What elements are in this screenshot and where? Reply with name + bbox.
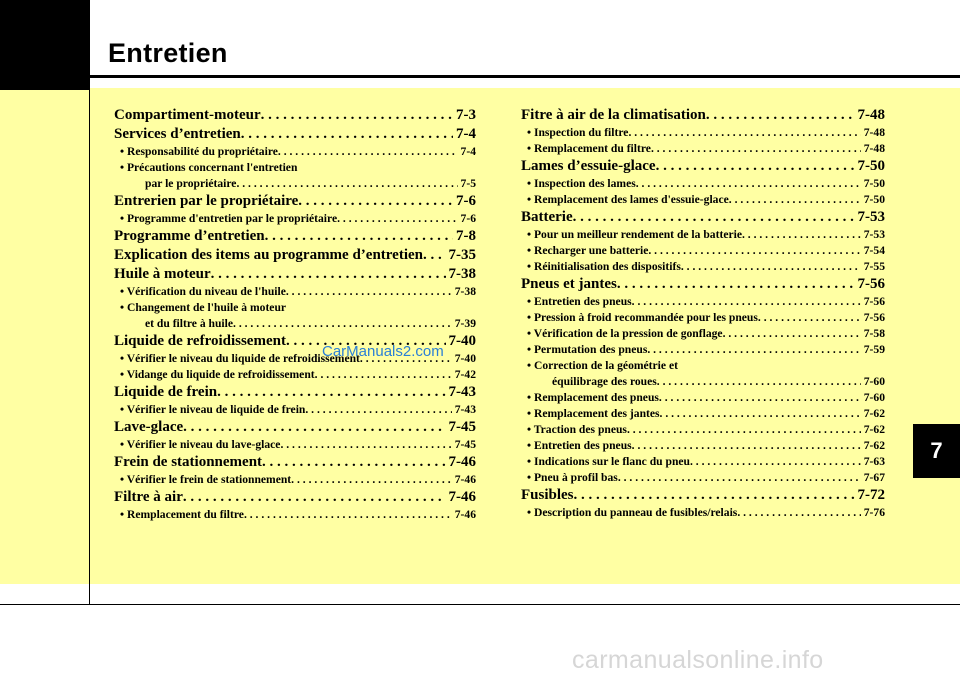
toc-dot-leader [315, 367, 452, 383]
toc-subsection-continuation[interactable] [114, 316, 476, 332]
toc-page-number: 7-46 [454, 508, 476, 521]
toc-dot-leader [690, 454, 861, 470]
toc-entry-label: Batterie [521, 209, 573, 225]
toc-entry-label: Filtre à air [114, 489, 183, 505]
toc-page-number: 7-43 [448, 384, 476, 400]
left-margin-rule [89, 0, 90, 604]
toc-page-number: 7-46 [448, 454, 476, 470]
toc-entry-label: • Indications sur le flanc du pneu [527, 455, 690, 468]
toc-entry-label: • Description du panneau de fusibles/relais [527, 506, 738, 519]
toc-entry-label: Services d’entretien [114, 126, 241, 142]
toc-page-number: 7-45 [454, 438, 476, 451]
toc-subsection-entry[interactable] [114, 300, 476, 316]
toc-section-entry[interactable] [114, 106, 476, 125]
toc-entry-label: par le propriétaire [145, 177, 237, 190]
toc-page-number: 7-72 [857, 487, 885, 503]
toc-subsection-entry[interactable] [114, 284, 476, 300]
toc-entry-label: • Pneu à profil bas [527, 471, 618, 484]
toc-dot-leader [636, 176, 861, 192]
toc-page-number: 7-62 [863, 407, 885, 420]
toc-entry-label: • Correction de la géométrie et [527, 359, 678, 372]
page-title: Entretien [108, 38, 228, 68]
toc-entry-label: • Inspection des lames [527, 177, 636, 190]
toc-page-number: 7-35 [448, 247, 476, 263]
toc-entry-label: • Permutation des pneus [527, 343, 648, 356]
toc-entry-label: • Précautions concernant l'entretien [120, 161, 298, 174]
toc-entry-label: • Remplacement des pneus [527, 391, 659, 404]
toc-entry-label: • Entretien des pneus [527, 295, 632, 308]
toc-entry-label: • Vérifier le frein de stationnement [120, 473, 292, 486]
toc-subsection-entry[interactable] [521, 125, 885, 141]
toc-entry-label: Lames d’essuie-glace [521, 158, 656, 174]
toc-dot-leader [758, 310, 861, 326]
toc-subsection-entry[interactable] [521, 243, 885, 259]
toc-dot-leader [737, 505, 860, 521]
toc-dot-leader [280, 437, 451, 453]
toc-page-number: 7-55 [863, 260, 885, 273]
toc-entry-label: • Changement de l'huile à moteur [120, 301, 287, 314]
toc-entry-label: Entrerien par le propriétaire [114, 193, 299, 209]
toc-entry-label: • Remplacement du filtre [120, 508, 244, 521]
toc-page-number: 7-45 [448, 419, 476, 435]
toc-section-entry[interactable] [114, 383, 476, 402]
toc-page-number: 7-53 [863, 228, 885, 241]
toc-page-number: 7-62 [863, 439, 885, 452]
toc-column-right [521, 106, 885, 521]
toc-subsection-entry[interactable] [521, 438, 885, 454]
toc-section-entry[interactable] [521, 106, 885, 125]
toc-page-number: 7-42 [454, 368, 476, 381]
toc-subsection-entry[interactable] [521, 326, 885, 342]
toc-dot-leader [706, 106, 855, 125]
toc-dot-leader [659, 390, 861, 406]
toc-page-number: 7-5 [460, 177, 476, 190]
toc-subsection-entry[interactable] [114, 472, 476, 488]
toc-subsection-entry[interactable] [521, 141, 885, 157]
toc-entry-label: Frein de stationnement [114, 454, 263, 470]
toc-page-number: 7-48 [863, 142, 885, 155]
toc-section-entry[interactable] [114, 227, 476, 246]
toc-entry-label: Explication des items au programme d’entretien [114, 247, 424, 263]
toc-dot-leader [656, 157, 855, 176]
toc-dot-leader [286, 284, 452, 300]
toc-entry-label: Compartiment-moteur [114, 107, 261, 123]
toc-page-number: 7-48 [863, 126, 885, 139]
toc-subsection-entry[interactable] [114, 507, 476, 523]
toc-dot-leader [647, 342, 860, 358]
toc-page-number: 7-40 [454, 352, 476, 365]
toc-dot-leader [298, 192, 453, 211]
toc-page-number: 7-43 [454, 403, 476, 416]
toc-section-entry[interactable] [114, 192, 476, 211]
toc-subsection-entry[interactable] [521, 422, 885, 438]
toc-entry-label: • Remplacement des jantes [527, 407, 660, 420]
toc-subsection-entry[interactable] [521, 470, 885, 486]
toc-subsection-entry[interactable] [521, 227, 885, 243]
toc-page-number: 7-39 [454, 317, 476, 330]
toc-page-number: 7-76 [863, 506, 885, 519]
toc-section-entry[interactable] [114, 488, 476, 507]
toc-dot-leader [183, 418, 445, 437]
toc-dot-leader [681, 259, 861, 275]
toc-dot-leader [278, 144, 458, 160]
chapter-tab[interactable]: 7 [913, 424, 960, 478]
toc-dot-leader [742, 227, 861, 243]
toc-page-number: 7-46 [448, 489, 476, 505]
toc-entry-label: Programme d’entretien [114, 228, 265, 244]
toc-entry-label: Liquide de frein [114, 384, 218, 400]
toc-dot-leader [244, 507, 452, 523]
toc-dot-leader [632, 294, 861, 310]
toc-dot-leader [618, 470, 861, 486]
toc-page-number: 7-60 [863, 391, 885, 404]
toc-page-number: 7-3 [456, 107, 476, 123]
toc-page-number: 7-62 [863, 423, 885, 436]
toc-entry-label: • Recharger une batterie [527, 244, 649, 257]
toc-dot-leader [305, 402, 451, 418]
toc-page-number: 7-6 [456, 193, 476, 209]
toc-section-entry[interactable] [114, 418, 476, 437]
toc-entry-label: Liquide de refroidissement [114, 333, 286, 349]
toc-page-number: 7-56 [863, 295, 885, 308]
toc-page-number: 7-56 [863, 311, 885, 324]
toc-column-left [114, 106, 476, 523]
toc-subsection-entry[interactable] [521, 192, 885, 208]
toc-page-number: 7-4 [456, 126, 476, 142]
toc-page-number: 7-60 [863, 375, 885, 388]
watermark-carmanualsonline: carmanualsonline.info [572, 646, 824, 674]
toc-section-entry[interactable] [114, 265, 476, 284]
toc-entry-label: • Vérifier le niveau du lave-glace [120, 438, 281, 451]
toc-dot-leader [265, 227, 453, 246]
toc-dot-leader [291, 472, 452, 488]
toc-entry-label: • Pression à froid recommandée pour les pneus [527, 311, 758, 324]
toc-dot-leader [423, 246, 445, 265]
toc-entry-label: • Entretien des pneus [527, 439, 632, 452]
toc-subsection-entry[interactable] [114, 211, 476, 227]
corner-black-block [0, 0, 89, 90]
toc-dot-leader [183, 488, 446, 507]
toc-entry-label: Lave-glace [114, 419, 184, 435]
toc-dot-leader [657, 374, 861, 390]
toc-section-entry[interactable] [114, 125, 476, 144]
toc-entry-label: • Responsabilité du propriétaire [120, 145, 278, 158]
toc-section-entry[interactable] [114, 453, 476, 472]
toc-subsection-entry[interactable] [521, 406, 885, 422]
toc-dot-leader [233, 316, 452, 332]
toc-dot-leader [574, 486, 855, 505]
toc-page-number: 7-38 [448, 266, 476, 282]
toc-dot-leader [628, 125, 860, 141]
toc-subsection-continuation[interactable] [114, 176, 476, 192]
toc-dot-leader [236, 176, 457, 192]
toc-dot-leader [617, 275, 855, 294]
toc-page-number: 7-58 [863, 327, 885, 340]
toc-section-entry[interactable] [521, 275, 885, 294]
toc-dot-leader [723, 326, 861, 342]
toc-page-number: 7-53 [857, 209, 885, 225]
toc-entry-label: • Vidange du liquide de refroidissement [120, 368, 315, 381]
toc-page-number: 7-59 [863, 343, 885, 356]
toc-page-number: 7-54 [863, 244, 885, 257]
toc-dot-leader [241, 125, 453, 144]
title-underline [90, 75, 960, 78]
toc-dot-leader [632, 438, 861, 454]
toc-page-number: 7-67 [863, 471, 885, 484]
toc-entry-label: • Remplacement des lames d'essuie-glace [527, 193, 729, 206]
footer-rule [0, 604, 960, 605]
toc-page-number: 7-40 [448, 333, 476, 349]
toc-entry-label: • Traction des pneus [527, 423, 627, 436]
toc-subsection-entry[interactable] [521, 390, 885, 406]
toc-dot-leader [573, 208, 855, 227]
toc-entry-label: • Vérification de la pression de gonflage [527, 327, 723, 340]
toc-dot-leader [648, 243, 860, 259]
toc-entry-label: et du filtre à huile [145, 317, 234, 330]
toc-subsection-entry[interactable] [521, 259, 885, 275]
toc-entry-label: • Vérifier le niveau de liquide de frein [120, 403, 306, 416]
toc-dot-leader [627, 422, 861, 438]
toc-subsection-entry[interactable] [521, 454, 885, 470]
toc-subsection-entry[interactable] [114, 402, 476, 418]
toc-entry-label: • Pour un meilleur rendement de la batterie [527, 228, 742, 241]
toc-dot-leader [729, 192, 861, 208]
toc-subsection-entry[interactable] [114, 367, 476, 383]
toc-page-number: 7-4 [460, 145, 476, 158]
toc-dot-leader [660, 406, 861, 422]
toc-subsection-entry[interactable] [521, 505, 885, 521]
toc-section-entry[interactable] [521, 486, 885, 505]
toc-entry-label: équilibrage des roues [552, 375, 657, 388]
toc-dot-leader [337, 211, 457, 227]
toc-entry-label: • Vérifier le niveau du liquide de refroidissement [120, 352, 360, 365]
toc-subsection-entry[interactable] [521, 358, 885, 374]
toc-subsection-entry[interactable] [521, 176, 885, 192]
toc-page-number: 7-6 [460, 212, 476, 225]
toc-page-number: 7-56 [857, 276, 885, 292]
toc-subsection-continuation[interactable] [521, 374, 885, 390]
toc-section-entry[interactable] [114, 246, 476, 265]
toc-subsection-entry[interactable] [521, 294, 885, 310]
toc-subsection-entry[interactable] [521, 342, 885, 358]
toc-entry-label: Fusibles [521, 487, 574, 503]
toc-entry-label: • Inspection du filtre [527, 126, 629, 139]
toc-page-number: 7-50 [857, 158, 885, 174]
toc-entry-label: • Programme d'entretien par le propriétaire [120, 212, 338, 225]
toc-dot-leader [217, 383, 445, 402]
toc-section-entry[interactable] [521, 208, 885, 227]
toc-entry-label: • Réinitialisation des dispositifs [527, 260, 681, 273]
toc-dot-leader [261, 106, 453, 125]
toc-section-entry[interactable] [521, 157, 885, 176]
toc-page-number: 7-50 [863, 177, 885, 190]
toc-entry-label: Fitre à air de la climatisation [521, 107, 706, 123]
toc-page-number: 7-50 [863, 193, 885, 206]
toc-dot-leader [262, 453, 445, 472]
toc-subsection-entry[interactable] [114, 437, 476, 453]
toc-subsection-entry[interactable] [114, 144, 476, 160]
toc-dot-leader [651, 141, 861, 157]
toc-entry-label: • Remplacement du filtre [527, 142, 651, 155]
toc-page-number: 7-63 [863, 455, 885, 468]
toc-subsection-entry[interactable] [114, 160, 476, 176]
toc-page-number: 7-8 [456, 228, 476, 244]
toc-entry-label: Pneus et jantes [521, 276, 617, 292]
toc-entry-label: • Vérification du niveau de l'huile [120, 285, 286, 298]
toc-page-number: 7-48 [857, 107, 885, 123]
toc-subsection-entry[interactable] [521, 310, 885, 326]
watermark-carmanuals: CarManuals2.com [322, 343, 444, 360]
toc-entry-label: Huile à moteur [114, 266, 211, 282]
toc-dot-leader [211, 265, 446, 284]
toc-page-number: 7-46 [454, 473, 476, 486]
toc-page-number: 7-38 [454, 285, 476, 298]
